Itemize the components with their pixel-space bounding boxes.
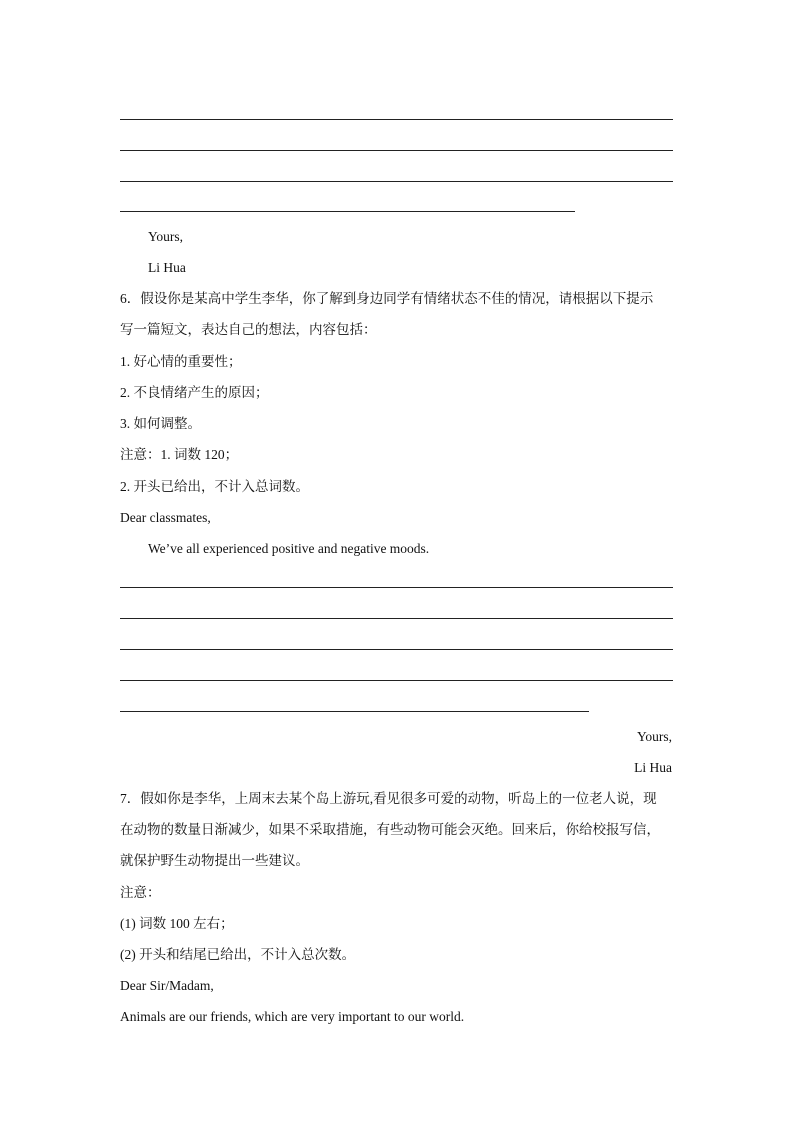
- q6-prompt-line1: 6．假设你是某高中学生李华，你了解到身边同学有情绪状态不佳的情况，请根据以下提示: [120, 291, 654, 306]
- q7-prompt-line3: 就保护野生动物提出一些建议。: [120, 853, 309, 868]
- q6-point-3: 3. 如何调整。: [120, 416, 201, 431]
- q6-closing-name: Li Hua: [634, 760, 672, 775]
- q7-prompt-line2: 在动物的数量日渐减少，如果不采取措施，有些动物可能会灭绝。回来后，你给校报写信，: [120, 822, 660, 837]
- writing-line: [120, 711, 589, 712]
- q7-opening: Animals are our friends, which are very important to our world.: [120, 1009, 465, 1024]
- q7-note-label: 注意：: [120, 885, 161, 900]
- q7-note-2: (2) 开头和结尾已给出，不计入总次数。: [120, 947, 356, 962]
- writing-line: [120, 150, 673, 151]
- q6-closing-yours: Yours,: [636, 729, 672, 744]
- q6-point-1: 1. 好心情的重要性；: [120, 354, 242, 369]
- writing-line: [120, 211, 575, 212]
- writing-line: [120, 618, 673, 619]
- closing-yours: Yours,: [148, 229, 184, 244]
- writing-line: [120, 587, 673, 588]
- q7-note-1: (1) 词数 100 左右；: [120, 916, 234, 931]
- closing-name: Li Hua: [148, 260, 186, 275]
- q6-point-2: 2. 不良情绪产生的原因；: [120, 385, 269, 400]
- q6-greeting: Dear classmates,: [120, 510, 211, 525]
- q7-greeting: Dear Sir/Madam,: [120, 978, 214, 993]
- q6-opening: We’ve all experienced positive and negative moods.: [148, 541, 430, 556]
- q7-prompt-line1: 7．假如你是李华，上周末去某个岛上游玩,看见很多可爱的动物，听岛上的一位老人说，现: [120, 791, 657, 806]
- writing-line: [120, 119, 673, 120]
- writing-line: [120, 680, 673, 681]
- writing-line: [120, 649, 673, 650]
- q6-prompt-line2: 写一篇短文，表达自己的想法，内容包括：: [120, 322, 377, 337]
- writing-line: [120, 181, 673, 182]
- q6-note-1: 注意：1. 词数 120；: [120, 447, 239, 462]
- q6-note-2: 2. 开头已给出，不计入总词数。: [120, 479, 309, 494]
